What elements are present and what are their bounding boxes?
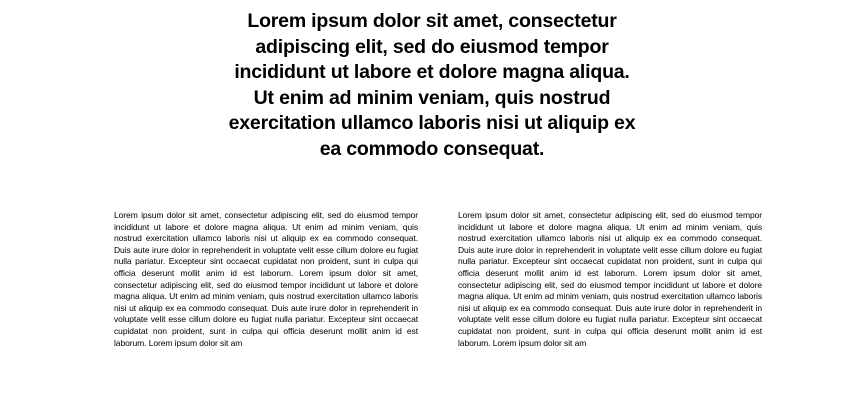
body-column-left: Lorem ipsum dolor sit amet, consectetur adipiscing elit, sed do eiusmod tempor incididunt ut labore et dolore magna aliqua. Ut enim ad minim veniam, quis nostrud exercitation ullamco laboris nisi ut aliquip ex ea commodo consequat. Duis aute irure dolor in reprehenderit in voluptate velit esse cillum dolore eu fugiat nulla pariatur. Excepteur sint occaecat cupidatat non proident, sunt in culpa qui officia deserunt mollit anim id est laborum. Lorem ipsum dolor sit amet, consectetur adipiscing elit, sed do eiusmod tempor incididunt ut labore et dolore magna aliqua. Ut enim ad minim veniam, quis nostrud exercitation ullamco laboris nisi ut aliquip ex ea commodo consequat. Duis aute irure dolor in reprehenderit in voluptate velit esse cillum dolore eu fugiat nulla pariatur. Excepteur sint occaecat cupidatat non proident, sunt in culpa qui officia deserunt mollit anim id est laborum. Lorem ipsum dolor sit am [114,210,418,348]
body-column-right: Lorem ipsum dolor sit amet, consectetur adipiscing elit, sed do eiusmod tempor incididunt ut labore et dolore magna aliqua. Ut enim ad minim veniam, quis nostrud exercitation ullamco laboris nisi ut aliquip ex ea commodo consequat. Duis aute irure dolor in reprehenderit in voluptate velit esse cillum dolore eu fugiat nulla pariatur. Excepteur sint occaecat cupidatat non proident, sunt in culpa qui officia deserunt mollit anim id est laborum. Lorem ipsum dolor sit amet, consectetur adipiscing elit, sed do eiusmod tempor incididunt ut labore et dolore magna aliqua. Ut enim ad minim veniam, quis nostrud exercitation ullamco laboris nisi ut aliquip ex ea commodo consequat. Duis aute irure dolor in reprehenderit in voluptate velit esse cillum dolore eu fugiat nulla pariatur. Excepteur sint occaecat cupidatat non proident, sunt in culpa qui officia deserunt mollit anim id est laborum. Lorem ipsum dolor sit am [458,210,762,348]
page-heading: Lorem ipsum dolor sit amet, consectetur adipiscing elit, sed do eiusmod tempor incididunt ut labore et dolore magna aliqua. Ut enim ad minim veniam, quis nostrud exercitation ullamco laboris nisi ut aliquip ex ea commodo consequat. [228,10,636,160]
